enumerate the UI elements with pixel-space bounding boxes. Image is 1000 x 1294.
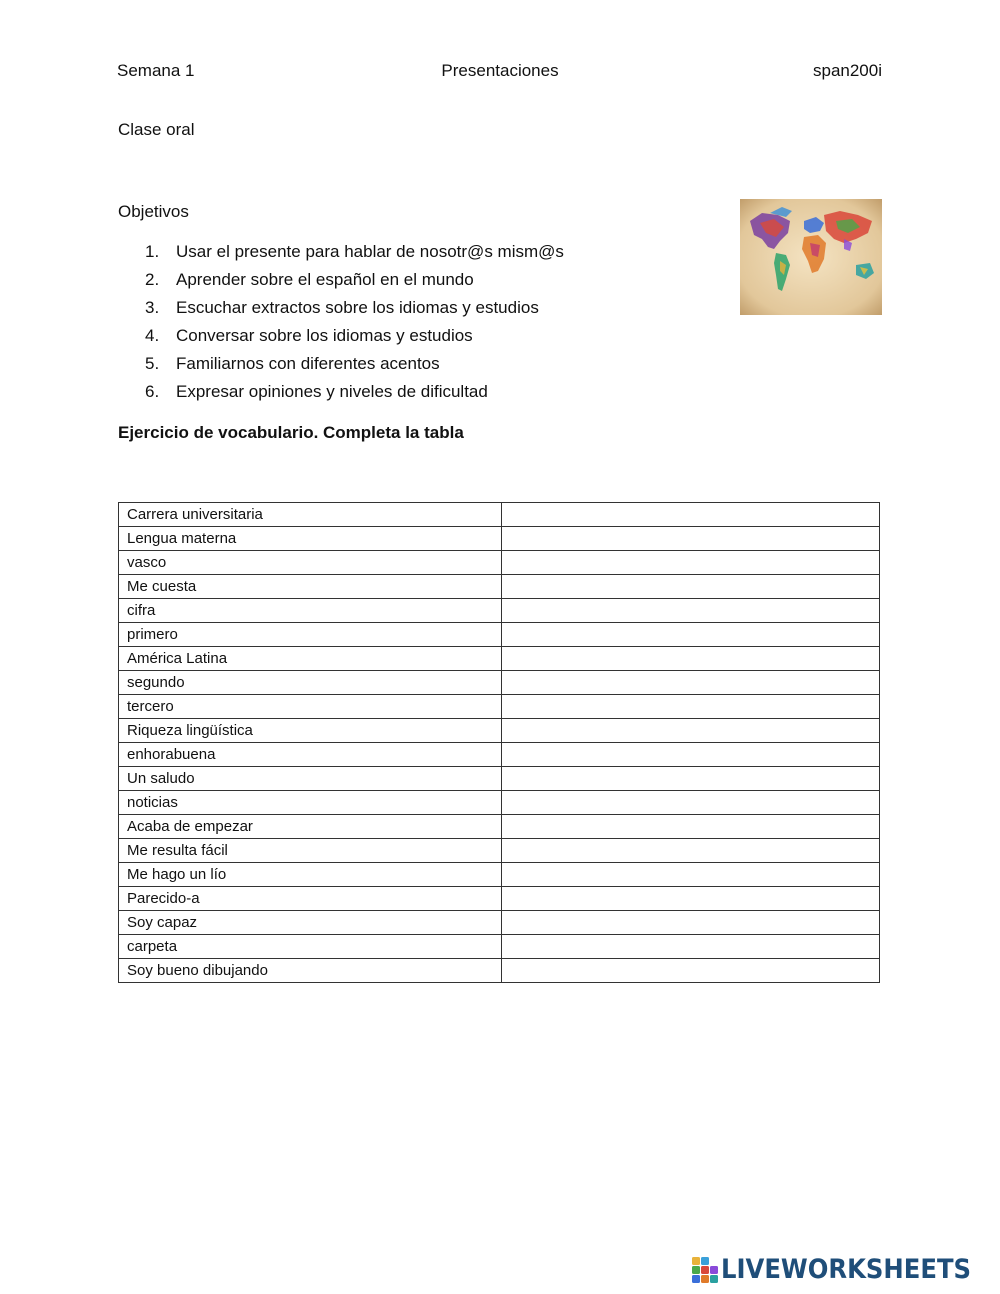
table-row: [119, 959, 880, 983]
vocab-term: Riqueza lingüística: [119, 719, 502, 743]
answer-input[interactable]: [502, 744, 879, 766]
table-row: [119, 503, 880, 527]
vocab-term: vasco: [119, 551, 502, 575]
answer-cell: [502, 911, 880, 935]
answer-input[interactable]: [502, 888, 879, 910]
answer-input[interactable]: [502, 792, 879, 814]
answer-cell: [502, 527, 880, 551]
vocab-term: segundo: [119, 671, 502, 695]
answer-cell: [502, 863, 880, 887]
answer-cell: [502, 839, 880, 863]
table-row: [119, 551, 880, 575]
table-row: [119, 935, 880, 959]
subtitle: Clase oral: [118, 120, 195, 139]
table-row: [119, 719, 880, 743]
answer-input[interactable]: [502, 960, 879, 982]
vocab-term: Acaba de empezar: [119, 815, 502, 839]
answer-input[interactable]: [502, 768, 879, 790]
answer-cell: [502, 719, 880, 743]
answer-input[interactable]: [502, 816, 879, 838]
vocab-term: cifra: [119, 599, 502, 623]
answer-cell: [502, 671, 880, 695]
answer-cell: [502, 887, 880, 911]
table-row: [119, 767, 880, 791]
answer-input[interactable]: [502, 864, 879, 886]
table-row: [119, 839, 880, 863]
vocab-term: Me hago un lío: [119, 863, 502, 887]
answer-input[interactable]: [502, 600, 879, 622]
vocab-term: Soy capaz: [119, 911, 502, 935]
answer-input[interactable]: [502, 504, 879, 526]
vocabulary-table: [118, 502, 880, 983]
answer-input[interactable]: [502, 528, 879, 550]
header-week: Semana 1: [117, 61, 195, 80]
vocab-term: Carrera universitaria: [119, 503, 502, 527]
answer-cell: [502, 791, 880, 815]
answer-input[interactable]: [502, 672, 879, 694]
answer-cell: [502, 623, 880, 647]
answer-cell: [502, 503, 880, 527]
table-row: [119, 527, 880, 551]
objective-item: 4. Conversar sobre los idiomas y estudios: [145, 326, 473, 345]
objectives-list: [145, 241, 564, 409]
table-row: [119, 647, 880, 671]
vocab-term: primero: [119, 623, 502, 647]
vocab-term: Un saludo: [119, 767, 502, 791]
header-course-code: span200i: [812, 61, 882, 80]
vocab-term: carpeta: [119, 935, 502, 959]
vocab-term: América Latina: [119, 647, 502, 671]
table-row: [119, 911, 880, 935]
liveworksheets-brand-text: LIVEWORKSHEETS: [721, 1254, 972, 1285]
table-row: [119, 671, 880, 695]
objective-item: 5. Familiarnos con diferentes acentos: [145, 354, 440, 373]
answer-input[interactable]: [502, 936, 879, 958]
exercise-title: Ejercicio de vocabulario. Completa la tabla: [118, 423, 464, 442]
table-row: [119, 887, 880, 911]
answer-input[interactable]: [502, 552, 879, 574]
vocab-term: Me cuesta: [119, 575, 502, 599]
vocab-term: enhorabuena: [119, 743, 502, 767]
table-row: [119, 599, 880, 623]
objective-item: 1. Usar el presente para hablar de nosotr@s mism@s: [145, 242, 564, 261]
vocab-term: noticias: [119, 791, 502, 815]
answer-cell: [502, 815, 880, 839]
world-map-image: [740, 199, 882, 315]
answer-cell: [502, 959, 880, 983]
table-row: [119, 815, 880, 839]
vocab-term: Parecido-a: [119, 887, 502, 911]
table-row: [119, 791, 880, 815]
vocab-term: Me resulta fácil: [119, 839, 502, 863]
answer-input[interactable]: [502, 624, 879, 646]
answer-cell: [502, 695, 880, 719]
objective-item: 2. Aprender sobre el español en el mundo: [145, 270, 474, 289]
answer-input[interactable]: [502, 648, 879, 670]
table-row: [119, 743, 880, 767]
table-row: [119, 623, 880, 647]
answer-cell: [502, 575, 880, 599]
answer-cell: [502, 647, 880, 671]
header-title: Presentaciones: [441, 61, 559, 80]
vocab-term: tercero: [119, 695, 502, 719]
answer-input[interactable]: [502, 912, 879, 934]
answer-input[interactable]: [502, 576, 879, 598]
answer-input[interactable]: [502, 840, 879, 862]
answer-cell: [502, 767, 880, 791]
answer-cell: [502, 599, 880, 623]
table-row: [119, 695, 880, 719]
objectives-title: Objetivos: [118, 202, 189, 221]
liveworksheets-logo[interactable]: [692, 1254, 999, 1285]
vocab-term: Lengua materna: [119, 527, 502, 551]
vocab-term: Soy bueno dibujando: [119, 959, 502, 983]
objective-item: 3. Escuchar extractos sobre los idiomas y estudios: [145, 298, 539, 317]
answer-cell: [502, 743, 880, 767]
answer-cell: [502, 551, 880, 575]
objective-item: 6. Expresar opiniones y niveles de dificultad: [145, 382, 488, 401]
answer-cell: [502, 935, 880, 959]
table-row: [119, 863, 880, 887]
table-row: [119, 575, 880, 599]
answer-input[interactable]: [502, 696, 879, 718]
liveworksheets-logo-icon: [692, 1257, 718, 1283]
answer-input[interactable]: [502, 720, 879, 742]
